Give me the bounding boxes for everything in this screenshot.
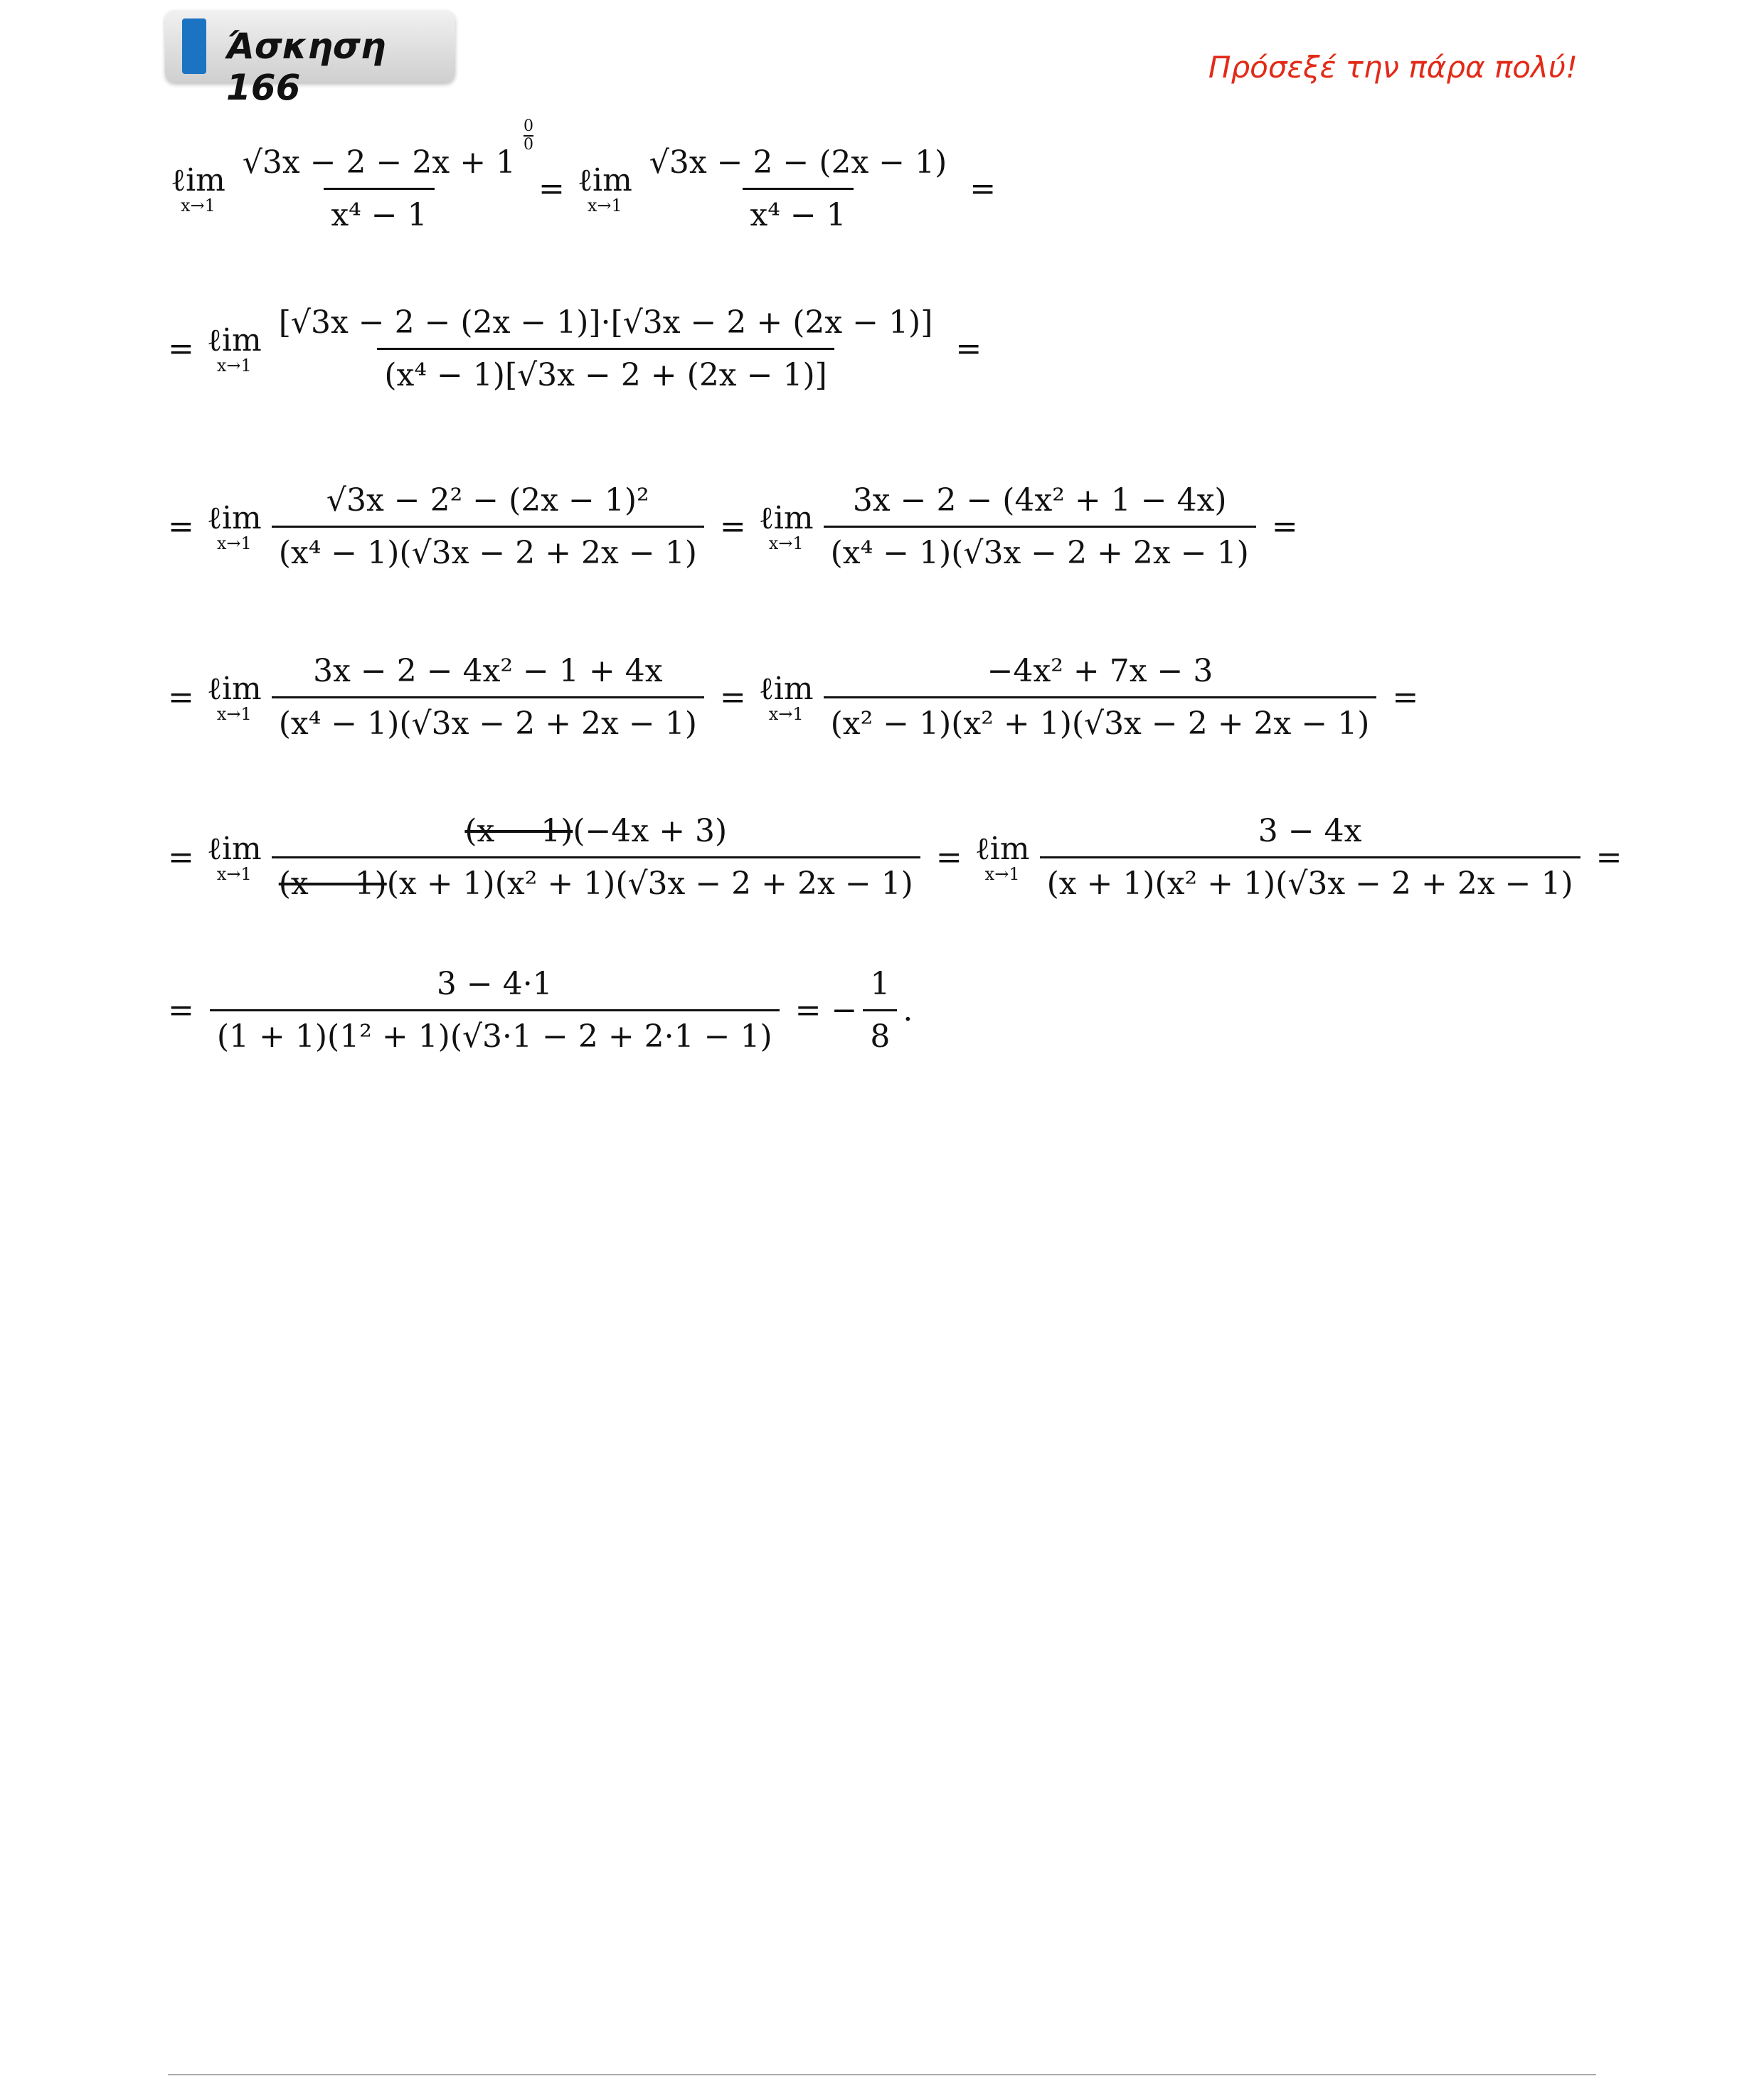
- limit-operator: ℓim x→1: [206, 499, 262, 553]
- limit-operator: ℓim x→1: [171, 161, 225, 216]
- page-bottom-rule: [168, 2074, 1596, 2075]
- fraction: $\frac{√3x - 2 - 2x + 1}{\text{x⁴ − 1}}$: [242, 144, 516, 233]
- fraction: $\frac{[√3x - 2 - (2x - 1)]\cdot[√3x - 2 + (2x - 1)]}{\text{(x⁴ − 1)[√3x − 2 + (2x − 1)]}}$: [278, 304, 933, 393]
- fraction: $\frac{\text{3x − 2 − (4x² + 1 − 4x)}}{\text{(x⁴ − 1)(√3x − 2 + 2x − 1)}}$: [824, 482, 1256, 571]
- step-5: = ℓim x→1 $\frac{(x - 1)(-4x + 3)}{\text{(x − 1)(x + 1)(x² + 1)(√3x − 2 + 2x − 1)}}$ = ℓim x→1 $\frac{3 - 4x}{\text{(x + 1)(x² + 1)(√3x − 2 + 2x − 1)}}$ =: [168, 812, 1622, 902]
- limit-operator: ℓim x→1: [206, 670, 262, 724]
- step-6: = $\frac{3 - 4\cdot 1}{\text{(1 + 1)(1² + 1)(√3·1 − 2 + 2·1 − 1)}}$ = − $\frac{1}{8}$ .: [168, 965, 913, 1055]
- limit-operator: ℓim x→1: [758, 670, 814, 724]
- badge-accent-bar: [182, 18, 206, 74]
- fraction: $\frac{(x - 1)(-4x + 3)}{\text{(x − 1)(x + 1)(x² + 1)(√3x − 2 + 2x − 1)}}$: [272, 813, 920, 902]
- limit-operator: ℓim x→1: [758, 499, 814, 553]
- limit-operator: ℓim x→1: [206, 830, 262, 884]
- exercise-title: Άσκηση 166: [226, 26, 386, 108]
- fraction: $\frac{\text{√3x − 2² − (2x − 1)²}}{\text{(x⁴ − 1)(√3x − 2 + 2x − 1)}}$: [272, 482, 704, 571]
- step-4: = ℓim x→1 $\frac{\text{3x − 2 − 4x² − 1 + 4x}}{\text{(x⁴ − 1)(√3x − 2 + 2x − 1)}}$ = ℓim x→1 $\frac{\text{−4x² + 7x − 3}}{\text{(x² − 1)(x² + 1)(√3x − 2 + 2x − 1)}}$ =: [168, 652, 1419, 742]
- fraction: $\frac{√3x - 2 - (2x - 1)}{\text{x⁴ − 1}}$: [649, 144, 947, 233]
- limit-operator: ℓim x→1: [974, 830, 1030, 884]
- result-fraction: $\frac{1}{8}$: [863, 966, 897, 1055]
- exercise-badge: [165, 10, 455, 108]
- cancelled-factor: (x − 1): [278, 865, 387, 902]
- fraction: $\frac{3 - 4\cdot 1}{\text{(1 + 1)(1² + 1)(√3·1 − 2 + 2·1 − 1)}}$: [210, 966, 780, 1055]
- step-2: = ℓim x→1 $\frac{[√3x - 2 - (2x - 1)]\cdot[√3x - 2 + (2x - 1)]}{\text{(x⁴ − 1)[√3x − 2 + (2x − 1)]}}$ =: [168, 304, 982, 393]
- cancelled-factor: (x − 1): [464, 812, 573, 849]
- attention-note: Πρόσεξέ την πάρα πολύ!: [1208, 50, 1578, 85]
- limit-operator: ℓim x→1: [577, 161, 632, 216]
- result-sign: −: [831, 991, 858, 1028]
- fraction: $\frac{\text{3x − 2 − 4x² − 1 + 4x}}{\text{(x⁴ − 1)(√3x − 2 + 2x − 1)}}$: [272, 653, 704, 742]
- step-1: ℓim x→1 $\frac{√3x - 2 - 2x + 1}{\text{x⁴ − 1}}$ = ℓim x→1 $\frac{√3x - 2 - (2x - 1)}{\text{x⁴ − 1}}$ =: [171, 144, 997, 233]
- indeterminate-form: 0 0: [524, 117, 533, 154]
- limit-operator: ℓim x→1: [206, 321, 262, 376]
- fraction: $\frac{\text{−4x² + 7x − 3}}{\text{(x² − 1)(x² + 1)(√3x − 2 + 2x − 1)}}$: [824, 653, 1377, 742]
- fraction: $\frac{3 - 4x}{\text{(x + 1)(x² + 1)(√3x − 2 + 2x − 1)}}$: [1040, 813, 1580, 902]
- step-3: = ℓim x→1 $\frac{\text{√3x − 2² − (2x − 1)²}}{\text{(x⁴ − 1)(√3x − 2 + 2x − 1)}}$ = ℓim x→1 $\frac{\text{3x − 2 − (4x² + 1 − 4x)}}{\text{(x⁴ − 1)(√3x − 2 + 2x − 1)}}$ =: [168, 481, 1298, 571]
